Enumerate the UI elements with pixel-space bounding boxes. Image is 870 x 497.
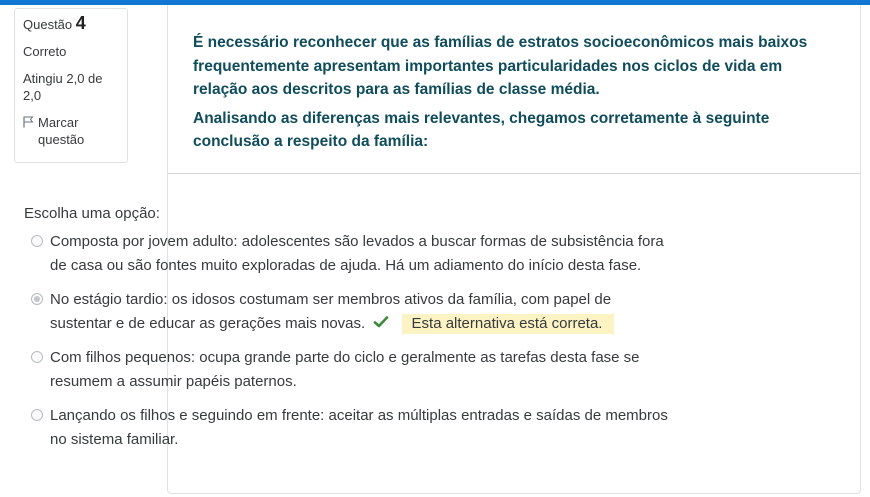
answer-option-text: Com filhos pequenos: ocupa grande parte do ciclo e geralmente as tarefas desta fase se resumem a assumir papéis paternos. [50,349,640,390]
answer-radio[interactable] [31,351,43,363]
question-info [14,8,128,163]
answer-option[interactable] [24,230,674,278]
answer-radio[interactable] [31,293,43,305]
answer-radio[interactable] [31,235,43,247]
flag-question-label: Marcar questão [38,115,85,147]
answer-radio[interactable] [31,409,43,421]
answer-option-text: No estágio tardio: os idosos costumam ser membros ativos da família, com papel de sustentar e de educar as gerações mais novas. [50,291,612,332]
answer-option-text: Lançando os filhos e seguindo em frente: aceitar as múltiplas entradas e saídas de membros no sistema familiar. [50,407,668,448]
question-number: Questão 4 [23,13,86,33]
question-text [168,5,860,174]
flag-question-button[interactable] [23,114,119,148]
answer-prompt: Escolha uma opção: [24,205,160,222]
flag-icon [23,114,34,128]
answer-option-text: Composta por jovem adulto: adolescentes são levados a buscar formas de subsistência fora de casa ou são fontes muito exploradas de ajuda. Há um adiamento do início desta fase. [50,233,664,274]
question-state: Correto [23,44,67,59]
answer-option[interactable] [24,404,674,452]
answer-option[interactable] [24,346,674,394]
correct-feedback: Esta alternativa está correta. [402,314,615,334]
answer-option-selected[interactable] [24,288,674,336]
question-paragraph: É necessário reconhecer que as famílias de estratos socioeconômicos mais baixos frequentemente apresentam importantes particularidades nos ciclos de vida em relação aos descritos para as famílias de classe média. [193,34,808,98]
answer-area [24,202,674,462]
check-icon [373,313,389,327]
question-grade: Atingiu 2,0 de 2,0 [23,71,103,103]
question-paragraph: Analisando as diferenças mais relevantes, chegamos corretamente à seguinte conclusão a respeito da família: [193,109,770,150]
